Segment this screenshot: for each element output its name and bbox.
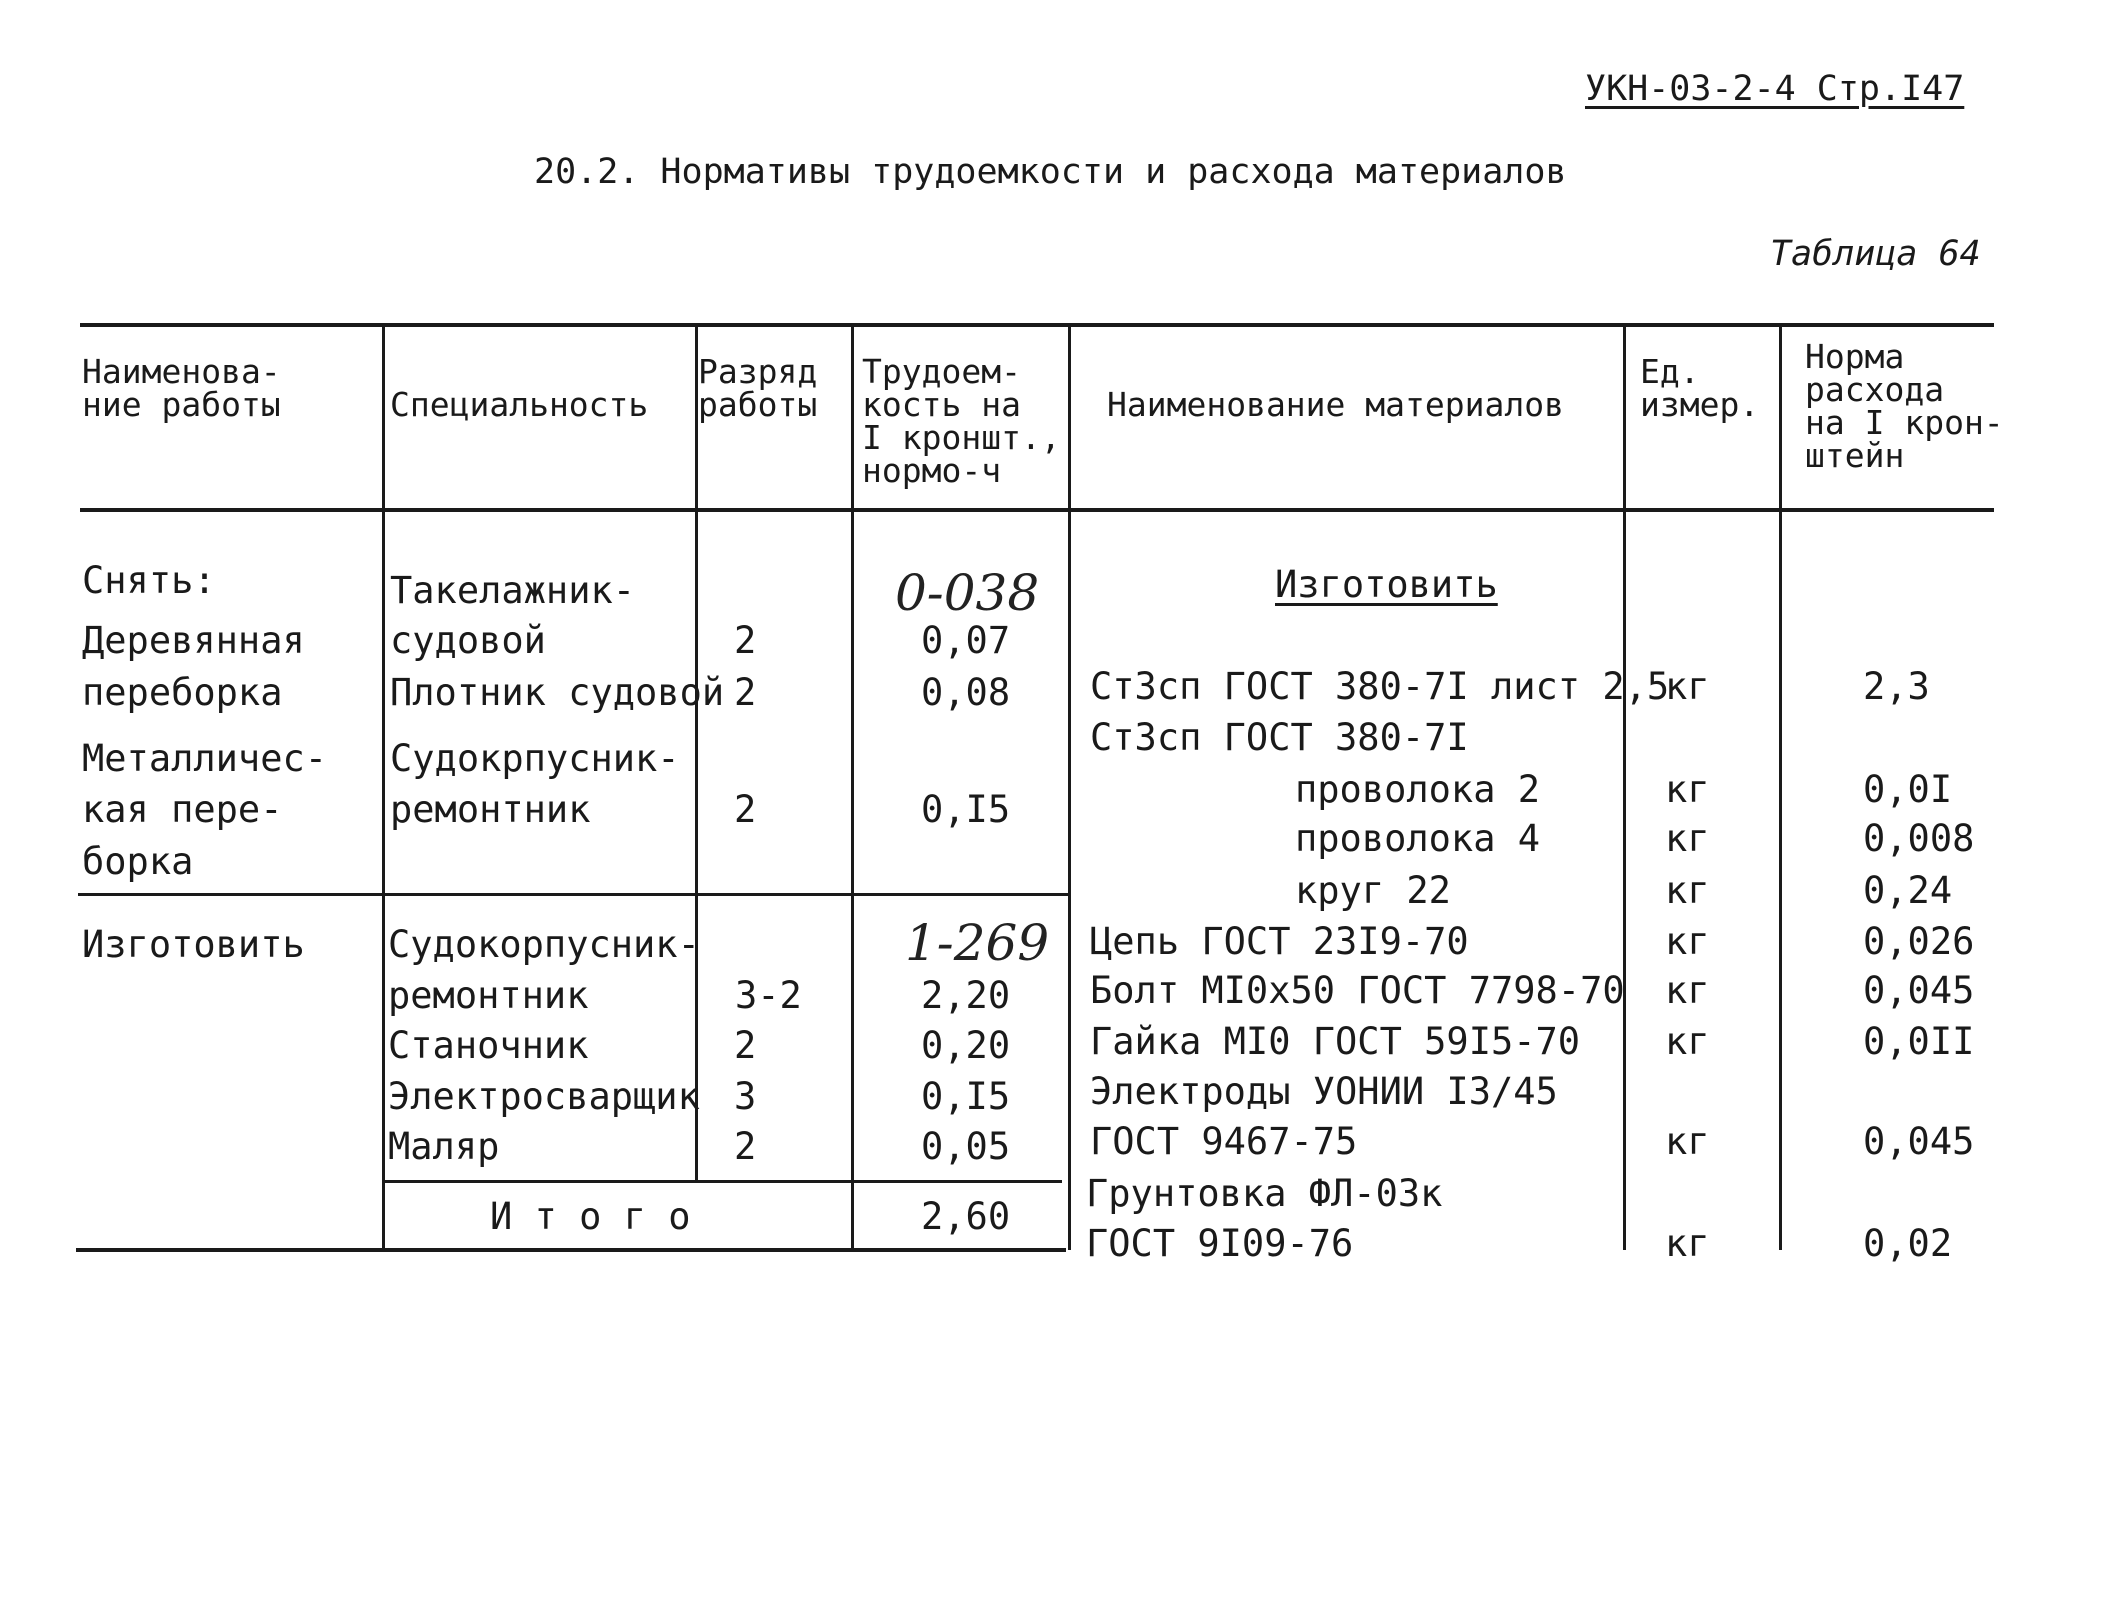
specialty-painter: Маляр bbox=[388, 1125, 500, 1168]
material-item: Электроды УОНИИ I3/45 bbox=[1090, 1070, 1558, 1113]
work-metal-partition: борка bbox=[82, 840, 194, 883]
unit-value: кг bbox=[1665, 665, 1710, 708]
norm-value: 0,045 bbox=[1863, 969, 1975, 1012]
header-norm: Норма расхода на I крон- штейн bbox=[1805, 337, 2004, 475]
column-divider bbox=[1068, 323, 1071, 1250]
unit-value: кг bbox=[1665, 1120, 1710, 1163]
column-divider bbox=[1623, 323, 1626, 1250]
material-item: круг 22 bbox=[1295, 869, 1451, 912]
handwritten-subtotal: 1-269 bbox=[905, 914, 1050, 972]
work-metal-partition: кая пере- bbox=[82, 788, 283, 831]
material-item: Ст3сп ГОСТ 380-7I bbox=[1090, 716, 1469, 759]
labor-value: 0,07 bbox=[921, 619, 1011, 662]
norm-value: 0,24 bbox=[1863, 869, 1953, 912]
header-grade: Разряд работы bbox=[698, 352, 818, 424]
specialty-machinist: Станочник bbox=[388, 1024, 589, 1067]
norm-value: 0,0II bbox=[1863, 1020, 1975, 1063]
specialty-hull-repairer: ремонтник bbox=[390, 788, 591, 831]
table-top-rule bbox=[80, 323, 1994, 327]
specialty-rigger: судовой bbox=[390, 619, 546, 662]
header-labor: Трудоем- кость на I кроншт., нормо-ч bbox=[862, 352, 1061, 490]
unit-value: кг bbox=[1665, 817, 1710, 860]
material-item: ГОСТ 9467-75 bbox=[1090, 1120, 1358, 1163]
unit-value: кг bbox=[1665, 969, 1710, 1012]
norm-value: 2,3 bbox=[1863, 665, 1930, 708]
norm-value: 0,045 bbox=[1863, 1120, 1975, 1163]
specialty-hull-repairer: Судокорпусник- bbox=[388, 923, 700, 966]
table-bottom-rule bbox=[76, 1248, 1066, 1252]
labor-value: 0,I5 bbox=[921, 1075, 1011, 1118]
column-divider bbox=[851, 323, 854, 1250]
specialty-hull-repairer: Судокрпусник- bbox=[390, 737, 680, 780]
material-item: проволока 2 bbox=[1295, 768, 1541, 811]
specialty-hull-repairer: ремонтник bbox=[388, 974, 589, 1017]
material-item: ГОСТ 9I09-76 bbox=[1086, 1222, 1354, 1265]
column-divider bbox=[695, 323, 698, 1183]
column-divider bbox=[1779, 323, 1782, 1250]
grade-value: 2 bbox=[734, 1024, 757, 1067]
work-fabricate: Изготовить bbox=[82, 923, 305, 966]
unit-value: кг bbox=[1665, 1222, 1710, 1265]
work-remove-label: Снять: bbox=[82, 559, 216, 602]
specialty-rigger: Такелажник- bbox=[390, 569, 636, 612]
grade-value: 3-2 bbox=[735, 974, 802, 1017]
header-materials: Наименование материалов bbox=[1107, 385, 1564, 424]
total-value: 2,60 bbox=[921, 1195, 1011, 1238]
material-item: Грунтовка ФЛ-03к bbox=[1086, 1172, 1443, 1215]
unit-value: кг bbox=[1665, 768, 1710, 811]
table-label: Таблица 64 bbox=[1770, 234, 1981, 274]
labor-value: 0,08 bbox=[921, 671, 1011, 714]
section-divider-rule bbox=[78, 893, 1070, 896]
material-item: Болт MI0x50 ГОСТ 7798-70 bbox=[1090, 969, 1625, 1012]
norm-value: 0,008 bbox=[1863, 817, 1975, 860]
grade-value: 2 bbox=[734, 1125, 757, 1168]
unit-value: кг bbox=[1665, 920, 1710, 963]
work-metal-partition: Металличес- bbox=[82, 737, 328, 780]
material-item: Цепь ГОСТ 23I9-70 bbox=[1090, 920, 1469, 963]
handwritten-subtotal: 0-038 bbox=[895, 564, 1040, 622]
header-unit: Ед. измер. bbox=[1640, 352, 1760, 424]
grade-value: 2 bbox=[734, 788, 757, 831]
labor-value: 0,20 bbox=[921, 1024, 1011, 1067]
materials-heading: Изготовить bbox=[1275, 563, 1498, 606]
material-item: Гайка MI0 ГОСТ 59I5-70 bbox=[1090, 1020, 1581, 1063]
material-item: проволока 4 bbox=[1295, 817, 1541, 860]
total-label: И т о г о bbox=[490, 1195, 691, 1238]
norm-value: 0,02 bbox=[1863, 1222, 1953, 1265]
total-top-rule bbox=[382, 1180, 1062, 1183]
labor-value: 0,I5 bbox=[921, 788, 1011, 831]
section-title: 20.2. Нормативы трудоемкости и расхода материалов bbox=[534, 152, 1567, 192]
specialty-welder: Электросварщик bbox=[388, 1075, 700, 1118]
labor-value: 0,05 bbox=[921, 1125, 1011, 1168]
grade-value: 2 bbox=[734, 671, 757, 714]
unit-value: кг bbox=[1665, 1020, 1710, 1063]
norm-value: 0,0I bbox=[1863, 768, 1953, 811]
norm-value: 0,026 bbox=[1863, 920, 1975, 963]
material-item: Ст3сп ГОСТ 380-7I лист 2,5 bbox=[1090, 665, 1670, 708]
column-divider bbox=[382, 323, 385, 1250]
document-code: УКН-03-2-4 Стр.I47 bbox=[1585, 69, 1965, 109]
specialty-carpenter: Плотник судовой bbox=[390, 671, 725, 714]
work-wood-partition: переборка bbox=[82, 671, 283, 714]
grade-value: 2 bbox=[734, 619, 757, 662]
grade-value: 3 bbox=[734, 1075, 757, 1118]
work-wood-partition: Деревянная bbox=[82, 619, 305, 662]
header-work-name: Наименова- ние работы bbox=[82, 352, 281, 424]
header-bottom-rule bbox=[80, 508, 1994, 512]
header-specialty: Специальность bbox=[390, 385, 649, 424]
unit-value: кг bbox=[1665, 869, 1710, 912]
labor-value: 2,20 bbox=[921, 974, 1011, 1017]
